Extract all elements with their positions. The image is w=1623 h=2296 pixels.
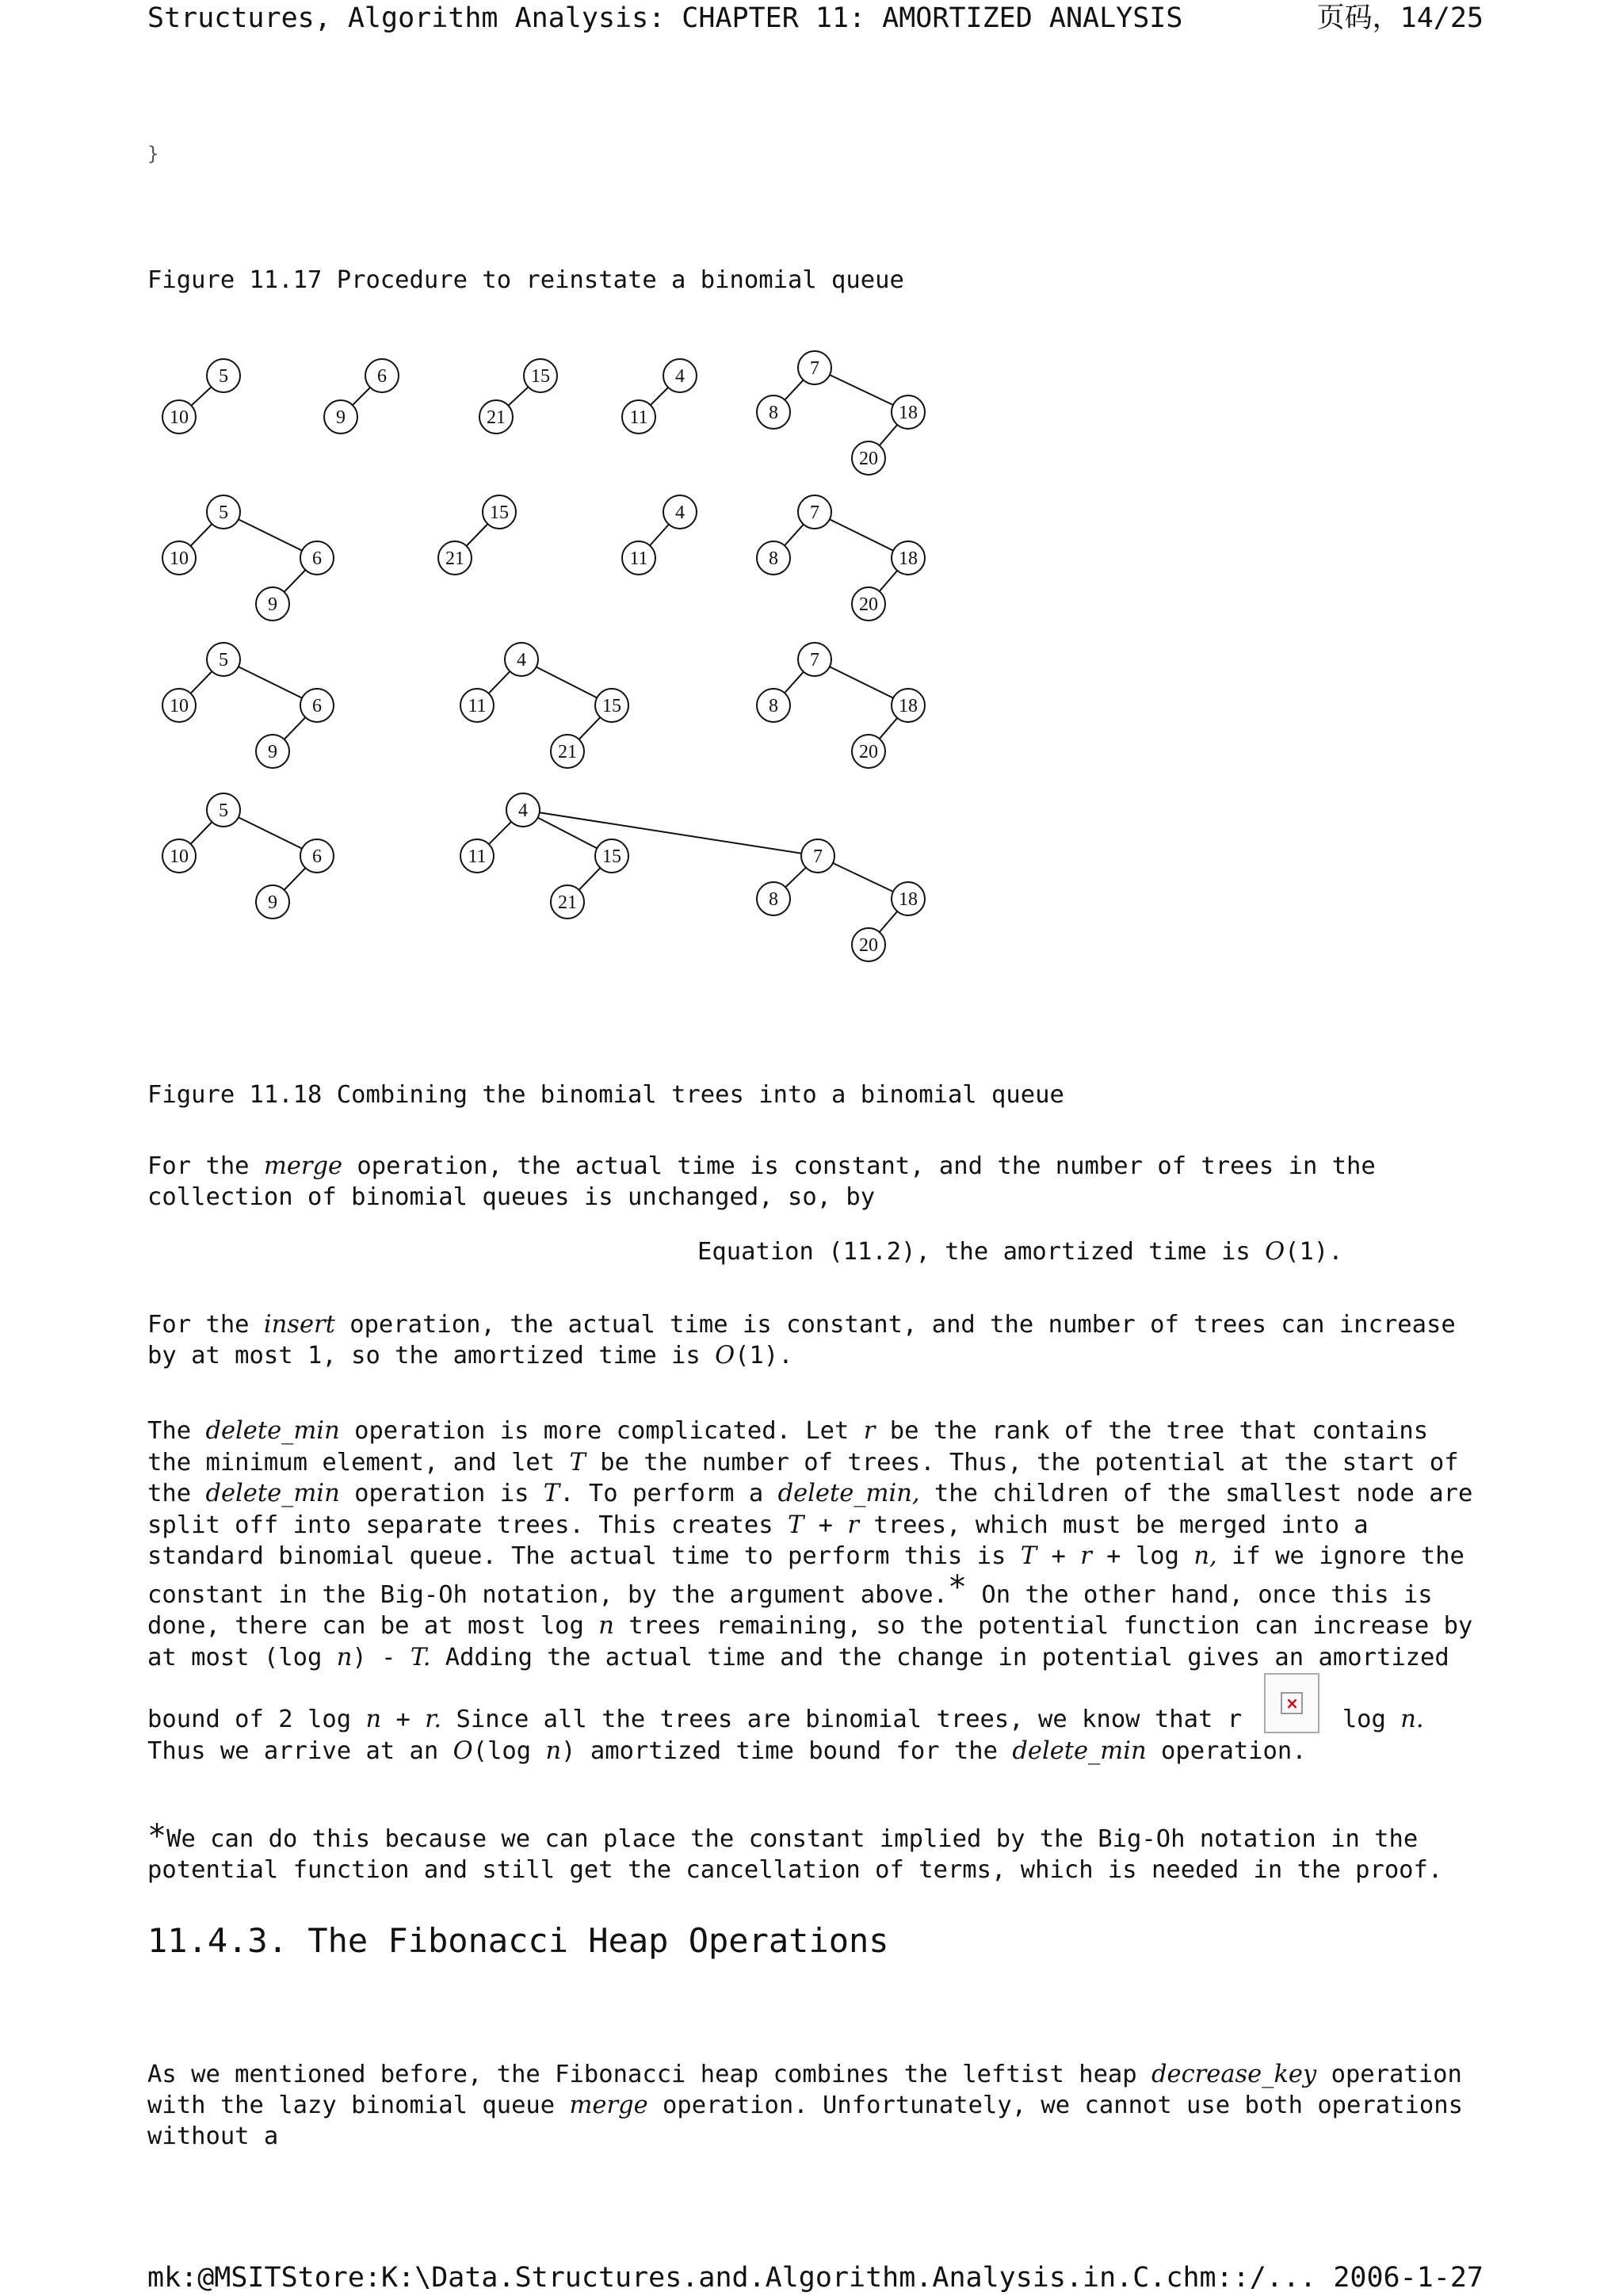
page-header xyxy=(147,0,1484,38)
tree-node-label: 5 xyxy=(219,366,228,387)
tree-node-label: 15 xyxy=(602,846,621,867)
binomial-trees-figure xyxy=(147,339,972,989)
header-page-number: 页码，14/25 xyxy=(1316,2,1484,34)
tree-node-label: 8 xyxy=(769,696,778,716)
section-heading: 11.4.3. The Fibonacci Heap Operations xyxy=(147,1921,889,1960)
tree-node-label: 6 xyxy=(377,366,387,387)
footer-date: 2006-1-27 xyxy=(1333,2262,1484,2294)
tree-node-label: 5 xyxy=(219,650,228,670)
tree-node-label: 20 xyxy=(859,449,878,469)
tree-node-label: 10 xyxy=(170,548,189,569)
tree-node-label: 20 xyxy=(859,742,878,762)
insert-paragraph: For the insert operation, the actual time is constant, and the number of trees can increase by at most 1, so the amortized time is O(1). xyxy=(147,1311,1456,1370)
tree-node-label: 5 xyxy=(219,800,228,821)
tree-node-label: 9 xyxy=(268,594,277,615)
tree-node-label: 18 xyxy=(899,889,918,910)
tree-node-label: 7 xyxy=(810,502,819,523)
tree-node-label: 4 xyxy=(518,800,528,821)
tree-node-label: 4 xyxy=(675,366,685,387)
header-title: Structures, Algorithm Analysis: CHAPTER 11: AMORTIZED ANALYSIS xyxy=(147,2,1183,34)
figure-11-17-caption: Figure 11.17 Procedure to reinstate a binomial queue xyxy=(147,266,904,294)
tree-node-label: 7 xyxy=(810,650,819,670)
tree-node-label: 6 xyxy=(312,548,322,569)
tree-node-label: 10 xyxy=(170,696,189,716)
tree-node-label: 7 xyxy=(813,846,823,867)
code-closing-brace: } xyxy=(147,143,159,165)
tree-node-label: 9 xyxy=(268,742,277,762)
tree-node-label: 4 xyxy=(517,650,526,670)
tree-node-label: 9 xyxy=(268,892,277,913)
tree-node-label: 20 xyxy=(859,935,878,956)
broken-image-icon: × xyxy=(1264,1673,1319,1733)
delete-min-paragraph: The delete_min operation is more complicated. Let r be the rank of the tree that contains the minimum element, and let T be the number of trees. Thus, the potential at the start of the delete_min operation is T. To perform a delete_min, the children of the smallest node are split off into separate trees. This creates T + r trees, which must be merged into a standard binomial queue. The actual time to perform this is T + r + log n, if we ignore the constant in the Big-Oh notation, by the argument above.* On the other hand, once this is done, there can be at most log n trees remaining, so the potential function can increase by at most (log n) - T. Adding the actual time and the change in potential gives an amortized bound of 2 log n + r. Since all the trees are binomial trees, we know that r × log n. Thus we arrive at an O(log n) amortized time bound for the delete_min operation. xyxy=(147,1417,1473,1765)
figure-11-18-caption: Figure 11.18 Combining the binomial trees into a binomial queue xyxy=(147,1081,1064,1109)
tree-node-label: 21 xyxy=(445,548,464,569)
tree-node-label: 21 xyxy=(558,742,577,762)
tree-node-label: 18 xyxy=(899,403,918,423)
tree-node-label: 8 xyxy=(769,889,778,910)
tree-node-label: 8 xyxy=(769,403,778,423)
tree-node-label: 18 xyxy=(899,548,918,569)
merge-paragraph: For the merge operation, the actual time is constant, and the number of trees in the collection of binomial queues is unchanged, so, by xyxy=(147,1152,1376,1211)
tree-node-label: 11 xyxy=(468,696,487,716)
tree-node-label: 4 xyxy=(675,502,685,523)
tree-node-label: 20 xyxy=(859,594,878,615)
tree-node-label: 15 xyxy=(602,696,621,716)
tree-node-label: 15 xyxy=(531,366,550,387)
fibonacci-paragraph: As we mentioned before, the Fibonacci heap combines the leftist heap decrease_key operation with the lazy binomial queue merge operation. Unfortunately, we cannot use both operations without a xyxy=(147,2061,1463,2150)
tree-node-label: 21 xyxy=(487,407,506,428)
tree-node-label: 11 xyxy=(629,548,648,569)
footer-source-path: mk:@MSITStore:K:\Data.Structures.and.Algorithm.Analysis.in.C.chm::/... xyxy=(147,2262,1317,2294)
tree-node-label: 10 xyxy=(170,846,189,867)
merge-equation-line: Equation (11.2), the amortized time is O(1). xyxy=(697,1238,1343,1266)
page-footer xyxy=(147,2262,1484,2295)
tree-node-label: 10 xyxy=(170,407,189,428)
tree-node-label: 15 xyxy=(490,502,509,523)
tree-node-label: 6 xyxy=(312,846,322,867)
tree-node-label: 5 xyxy=(219,502,228,523)
tree-node-label: 7 xyxy=(810,358,819,379)
footnote: *We can do this because we can place the constant implied by the Big-Oh notation in the potential function and still get the cancellation of terms, which is needed in the proof. xyxy=(147,1818,1443,1884)
tree-node-label: 21 xyxy=(558,892,577,913)
tree-node-label: 9 xyxy=(336,407,346,428)
tree-node-label: 18 xyxy=(899,696,918,716)
tree-node-label: 8 xyxy=(769,548,778,569)
tree-node-label: 6 xyxy=(312,696,322,716)
tree-node-label: 11 xyxy=(629,407,648,428)
tree-node-label: 11 xyxy=(468,846,487,867)
